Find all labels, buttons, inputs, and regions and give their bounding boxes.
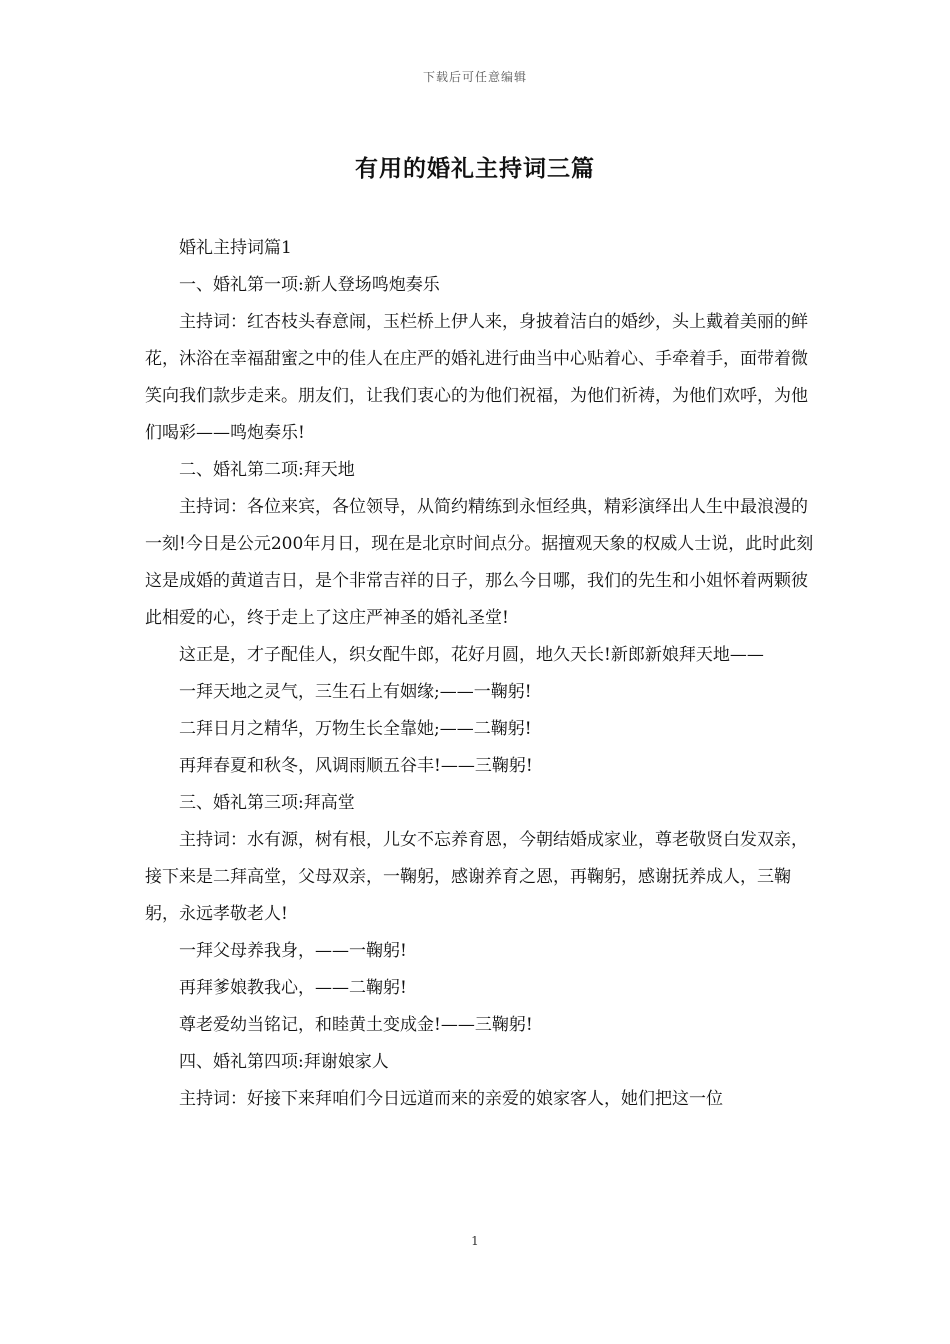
page-number: 1 (471, 1234, 479, 1248)
paragraph-text: 这正是，才子配佳人，织女配牛郎，花好月圆，地久天长!新郎新娘拜天地—— (179, 645, 764, 665)
paragraph-bow-line: 一拜父母养我身，——一鞠躬! (179, 941, 407, 961)
paragraph-host-speech: 主持词：好接下来拜咱们今日远道而来的亲爱的娘家客人，她们把这一位 (179, 1089, 723, 1109)
paragraph-section-heading: 婚礼主持词篇1 (179, 238, 292, 258)
paragraph-bow-line: 再拜爹娘教我心，——二鞠躬! (179, 978, 407, 998)
paragraph-bow-line: 一拜天地之灵气，三生石上有姻缘;——一鞠躬! (179, 682, 532, 702)
paragraph-bow-line: 尊老爱幼当铭记，和睦黄土变成金!——三鞠躬! (179, 1015, 533, 1035)
document-body (145, 230, 817, 1118)
paragraph-item-heading: 一、婚礼第一项:新人登场鸣炮奏乐 (179, 275, 440, 295)
paragraph-host-speech: 主持词：各位来宾，各位领导，从简约精练到永恒经典，精彩演绎出人生中最浪漫的一刻!今日是公元200年月日，现在是北京时间点分。据擅观天象的权威人士说，此时此刻这是成婚的黄道吉日，是个非常吉祥的日子，那么今日哪，我们的先生和小姐怀着两颗彼此相爱的心，终于走上了这庄严神圣的婚礼圣堂! (145, 497, 814, 628)
paragraph-item-heading: 三、婚礼第三项:拜高堂 (179, 793, 355, 813)
paragraph-bow-line: 再拜春夏和秋冬，风调雨顺五谷丰!——三鞠躬! (179, 756, 533, 776)
header-note: 下载后可任意编辑 (422, 70, 527, 84)
paragraph-item-heading: 四、婚礼第四项:拜谢娘家人 (179, 1052, 389, 1072)
paragraph-item-heading: 二、婚礼第二项:拜天地 (179, 460, 355, 480)
paragraph-host-speech: 主持词：红杏枝头春意闹，玉栏桥上伊人来，身披着洁白的婚纱，头上戴着美丽的鲜花，沐浴在幸福甜蜜之中的佳人在庄严的婚礼进行曲当中心贴着心、手牵着手，面带着微笑向我们款步走来。朋友们，让我们衷心的为他们祝福，为他们祈祷，为他们欢呼，为他们喝彩——鸣炮奏乐! (145, 312, 808, 443)
paragraph-host-speech: 主持词：水有源，树有根，儿女不忘养育恩，今朝结婚成家业，尊老敬贤白发双亲，接下来是二拜高堂，父母双亲，一鞠躬，感谢养育之恩，再鞠躬，感谢抚养成人，三鞠躬，永远孝敬老人! (145, 830, 808, 924)
document-title: 有用的婚礼主持词三篇 (355, 155, 595, 182)
paragraph-bow-line: 二拜日月之精华，万物生长全靠她;——二鞠躬! (179, 719, 532, 739)
